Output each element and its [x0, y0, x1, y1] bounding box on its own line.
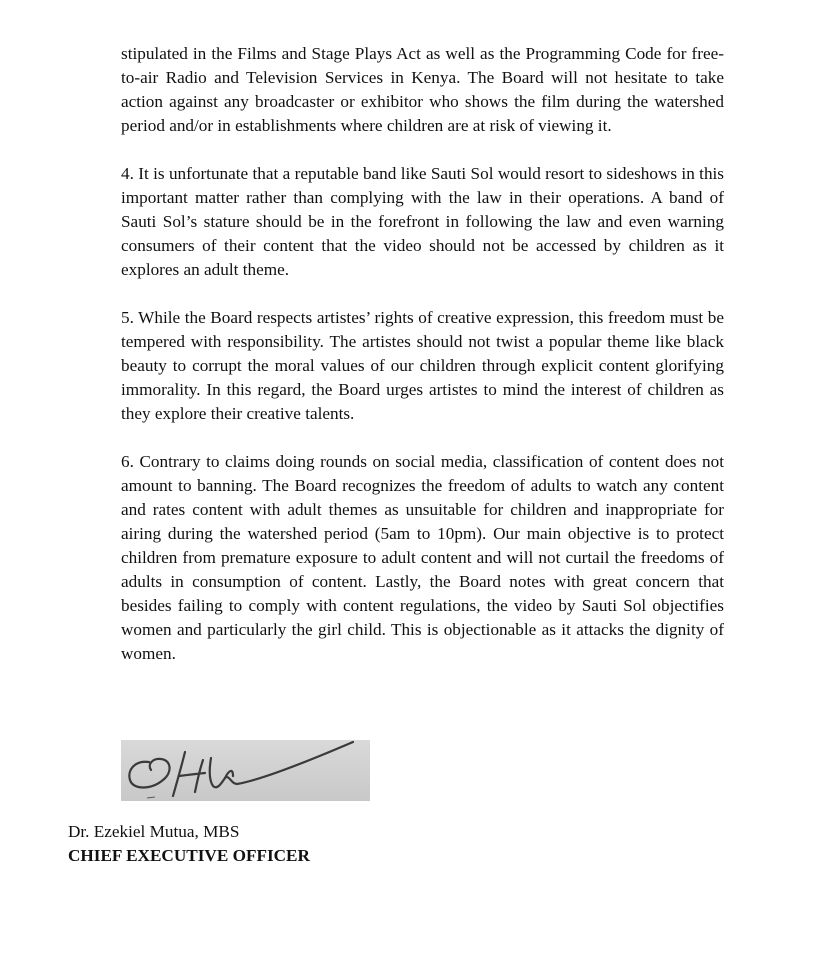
letter-body [121, 42, 724, 690]
signatory-block [68, 820, 310, 868]
signatory-title: CHIEF EXECUTIVE OFFICER [68, 846, 310, 865]
paragraph-4: 4. It is unfortunate that a reputable band like Sauti Sol would resort to sideshows in this important matter rather than complying with the law in their operations. A band of Sauti Sol’s stature should be in the forefront in following the law and even warning consumers of their content that the video should not be accessed by children as it explores an adult theme. [121, 164, 724, 279]
paragraph-6: 6. Contrary to claims doing rounds on social media, classification of content does not amount to banning. The Board recognizes the freedom of adults to watch any content and rates content with adult themes as unsuitable for children and inappropriate for airing during the watershed period (5am to 10pm). Our main objective is to protect children from premature exposure to adult content and will not curtail the freedoms of adults in consumption of content. Lastly, the Board notes with great concern that besides failing to comply with content regulations, the video by Sauti Sol objectifies women and particularly the girl child. This is objectionable as it attacks the dignity of women. [121, 452, 724, 663]
paragraph-5: 5. While the Board respects artistes’ rights of creative expression, this freedom must be tempered with responsibility. The artistes should not twist a popular theme like black beauty to corrupt the moral values of our children through explicit content glorifying immorality. In this regard, the Board urges artistes to mind the interest of children as they explore their creative talents. [121, 308, 724, 423]
paragraph-continuation: stipulated in the Films and Stage Plays Act as well as the Programming Code for free-to-air Radio and Television Services in Kenya. The Board will not hesitate to take action against any broadcaster or exhibitor who shows the film during the watershed period and/or in establishments where children are at risk of viewing it. [121, 44, 724, 135]
handwritten-signature [121, 740, 370, 801]
signatory-name: Dr. Ezekiel Mutua, MBS [68, 822, 240, 841]
signature-image [121, 740, 370, 801]
